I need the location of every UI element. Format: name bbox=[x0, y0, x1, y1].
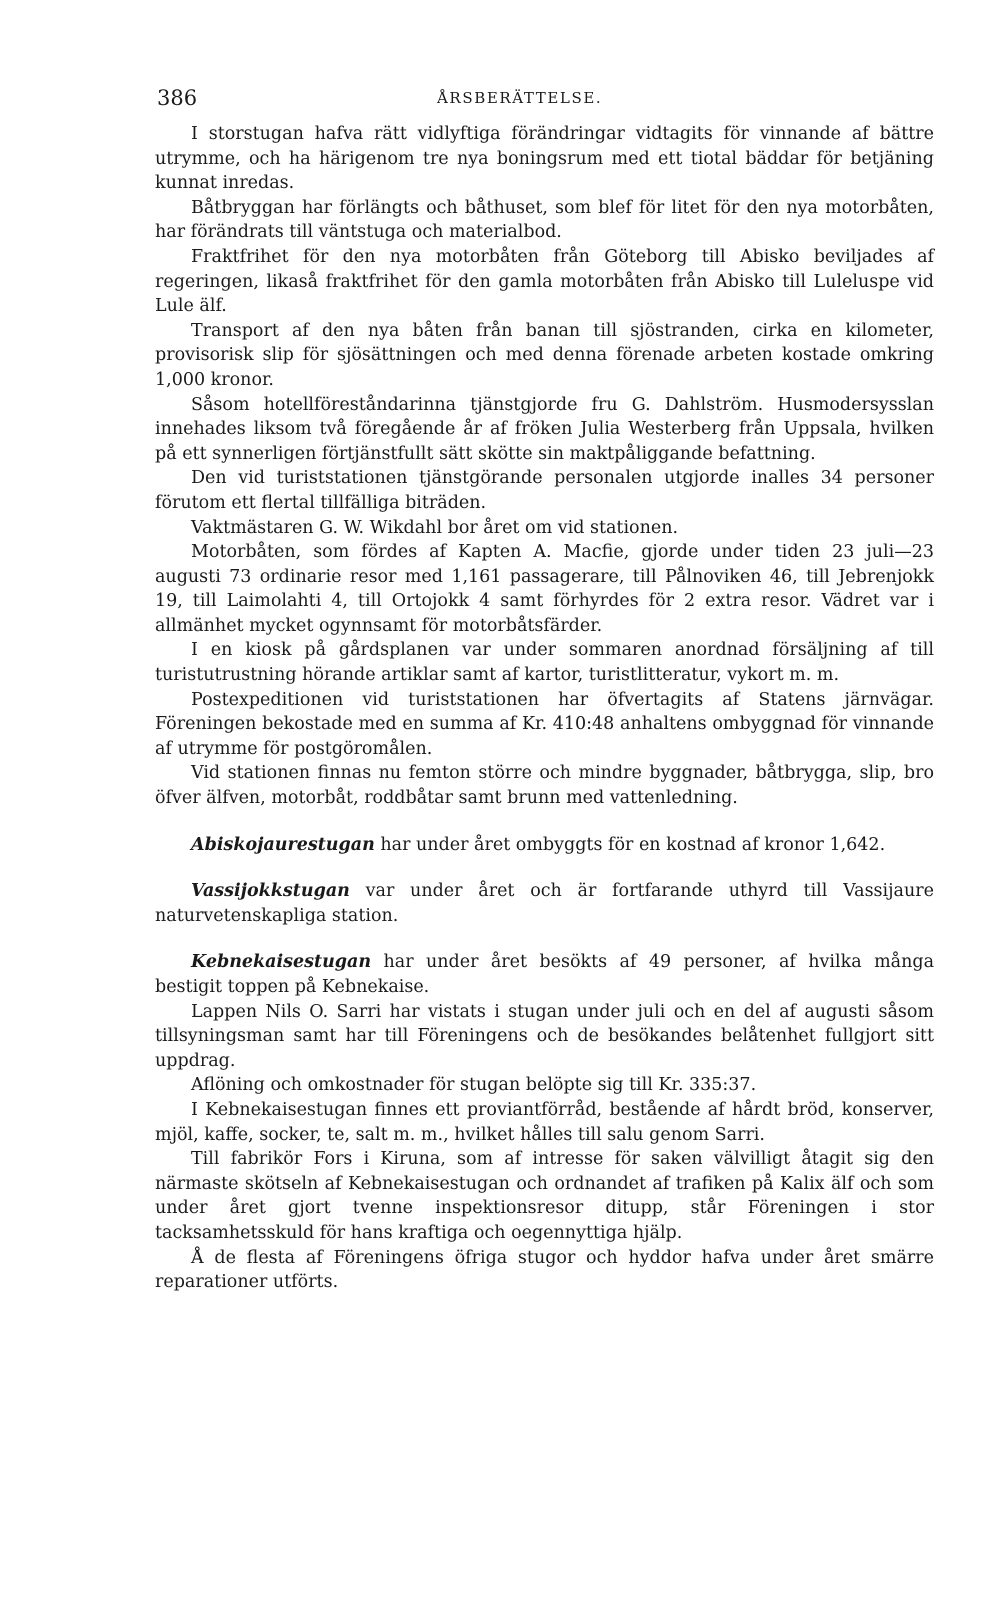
stuga-name: Abiskojaurestugan bbox=[191, 834, 375, 855]
paragraph: Vaktmästaren G. W. Wikdahl bor året om vid stationen. bbox=[191, 517, 679, 538]
paragraph: Å de flesta af Föreningens öfriga stugor och hyddor hafva under året smärre reparationer utförts. bbox=[155, 1247, 934, 1293]
paragraph: Lappen Nils O. Sarri har vistats i stugan under juli och en del af augusti såsom tillsyningsman samt har till Föreningens och de besökandes belåtenhet fullgjort sitt uppdrag. bbox=[155, 1001, 934, 1071]
paragraph: I Kebnekaisestugan finnes ett proviantförråd, bestående af hårdt bröd, konserver, mjöl, kaffe, socker, te, salt m. m., hvilket hålles till salu genom Sarri. bbox=[155, 1099, 934, 1145]
paragraph: Den vid turiststationen tjänstgörande personalen utgjorde inalles 34 personer förutom ett flertal tillfälliga biträden. bbox=[155, 468, 934, 513]
paragraph: Aflöning och omkostnader för stugan belöpte sig till Kr. 335:37. bbox=[191, 1075, 757, 1096]
paragraph: Motorbåten, som fördes af Kapten A. Macfie, gjorde under tiden 23 juli—23 augusti 73 ordinarie resor med 1,161 passagerare, till Pålnoviken 46, till Jebrenjokk 19, till Laimolahti 4, till Ortojokk 4 samt förhyrdes för 2 extra resor. Vädret var i allmänhet mycket ogynnsamt för motorbåtsfärder. bbox=[155, 542, 934, 636]
paragraph: Till fabrikör Fors i Kiruna, som af intresse för saken välvilligt åtagit sig den närmaste skötseln af Kebnekaisestugan och ordnandet af trafiken på Kalix älf och som under året gjort tvenne inspektionsresor ditupp, står Föreningen i stor tacksamhetsskuld för hans kraftiga och oegennyttiga hjälp. bbox=[155, 1149, 934, 1243]
stuga-paragraph-vassijokk: Vassijokkstugan var under året och är fortfarande uthyrd till Vassijaure naturvetenskapliga station. bbox=[155, 881, 934, 926]
document-page bbox=[155, 86, 934, 1295]
paragraph: Båtbryggan har förlängts och båthuset, som blef för litet för den nya motorbåten, har förändrats till väntstuga och materialbod. bbox=[155, 197, 934, 243]
paragraph: I storstugan hafva rätt vidlyftiga förändringar vidtagits för vinnande af bättre utrymme, och ha härigenom tre nya boningsrum med ett tiotal bäddar för betjäning kunnat inredas. bbox=[155, 124, 934, 194]
paragraph: Vid stationen finnas nu femton större och mindre byggnader, båtbrygga, slip, bro öfver älfven, motorbåt, roddbåtar samt brunn med vattenledning. bbox=[155, 763, 934, 809]
stuga-name: Vassijokkstugan bbox=[191, 881, 350, 902]
stuga-paragraph-kebnekaise: Kebnekaisestugan har under året besökts af 49 personer, af hvilka många bestigit toppen på Kebnekaise. bbox=[155, 952, 934, 997]
stuga-paragraph-abiskojaure: Abiskojaurestugan har under året ombyggts för en kostnad af kronor 1,642. bbox=[191, 834, 886, 855]
stuga-name: Kebnekaisestugan bbox=[191, 952, 372, 973]
paragraph: Transport af den nya båten från banan till sjöstranden, cirka en kilometer, provisorisk slip för sjösättningen och med denna förenade arbeten kostade omkring 1,000 kronor. bbox=[155, 320, 934, 390]
running-title: ÅRSBERÄTTELSE. bbox=[437, 89, 603, 107]
paragraph: I en kiosk på gårdsplanen var under sommaren anordnad försäljning af till turistutrustning hörande artiklar samt af kartor, turistlitteratur, vykort m. m. bbox=[155, 640, 934, 686]
running-head bbox=[155, 86, 934, 122]
paragraph: Fraktfrihet för den nya motorbåten från Göteborg till Abisko beviljades af regeringen, likaså fraktfrihet för den gamla motorbåten från Abisko till Luleluspe vid Lule älf. bbox=[155, 246, 934, 317]
body-text bbox=[155, 122, 934, 1295]
paragraph: Postexpeditionen vid turiststationen har öfvertagits af Statens järnvägar. Föreningen bekostade med en summa af Kr. 410:48 anhaltens ombyggnad för vinnande af utrymme för postgöromålen. bbox=[155, 689, 934, 759]
page-number: 386 bbox=[157, 86, 198, 110]
paragraph: Såsom hotellföreståndarinna tjänstgjorde fru G. Dahlström. Husmodersysslan innehades liksom två föregående år af fröken Julia Westerberg från Uppsala, hvilken på ett synnerligen förtjänstfullt sätt skötte sin maktpåliggande befattning. bbox=[155, 394, 934, 464]
